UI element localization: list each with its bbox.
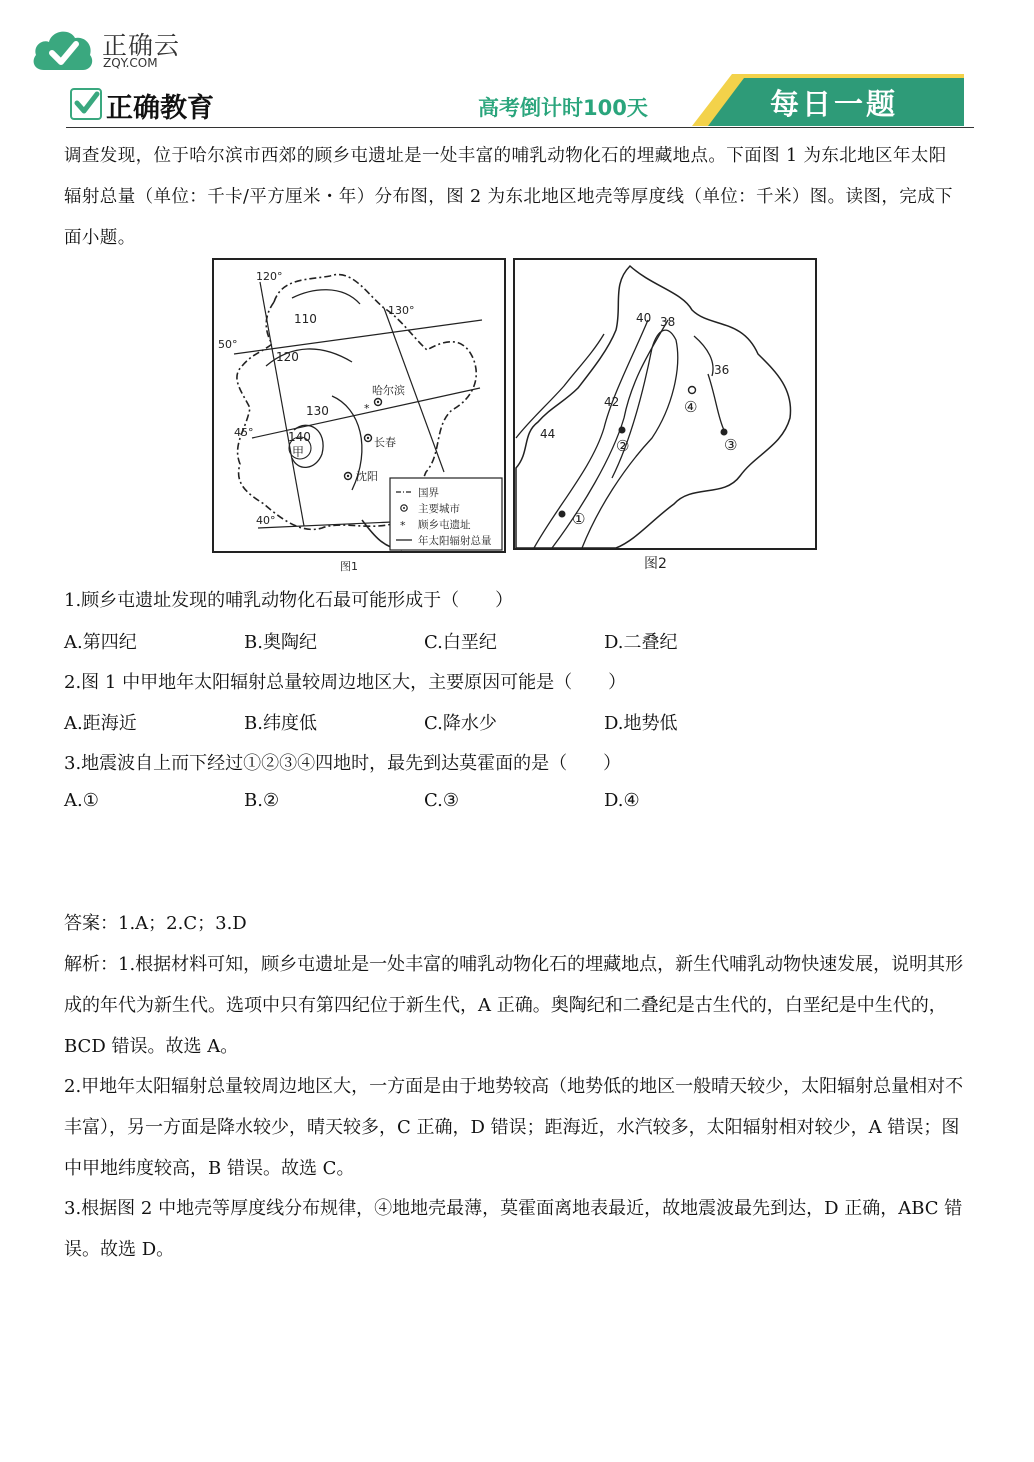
analysis-1: 解析：1.根据材料可知，顾乡屯遗址是一处丰富的哺乳动物化石的埋藏地点，新生代哺乳动物快速发展，说明其形成的年代为新生代。选项中只有第四纪位于新生代，A 正确。奥陶纪和二叠纪是古生代的，白垩纪是中生代的，BCD 错误。故选 A。 xyxy=(64,954,964,1057)
fig1-jia: 甲 xyxy=(292,445,305,459)
q2-option-c: C.降水少 xyxy=(424,713,497,734)
q1-option-c: C.白垩纪 xyxy=(424,632,497,653)
q3-option-a: A.① xyxy=(64,790,99,811)
fig1-iso140: 140 xyxy=(288,430,311,444)
question-1-stem: 1.顾乡屯遗址发现的哺乳动物化石最可能形成于（ ） xyxy=(64,590,514,611)
fig2-iso44: 44 xyxy=(540,427,556,441)
brand-name: 正确教育 xyxy=(106,93,214,124)
daily-banner xyxy=(692,74,964,126)
q2-option-b: B.纬度低 xyxy=(244,713,317,734)
legend-city: 主要城市 xyxy=(418,503,460,515)
intro-paragraph: 调查发现，位于哈尔滨市西郊的顾乡屯遗址是一处丰富的哺乳动物化石的埋藏地点。下面图 1 为东北地区年太阳辐射总量（单位：千卡/平方厘米・年）分布图，图 2 为东北地区地壳等厚度线（单位：千米）图。读图，完成下面小题。 xyxy=(64,146,953,248)
q2-option-a: A.距海近 xyxy=(64,713,137,734)
fig1-iso110: 110 xyxy=(294,312,317,326)
question-3-stem: 3.地震波自上而下经过①②③④四地时，最先到达莫霍面的是（ ） xyxy=(64,753,622,774)
fig2-iso38: 38 xyxy=(660,315,676,329)
answer-line: 答案：1.A；2.C；3.D xyxy=(64,913,247,934)
site-star-icon: * xyxy=(364,402,370,415)
fig2-iso40: 40 xyxy=(636,311,652,325)
zqy-logo xyxy=(30,22,190,78)
fig1-harbin: 哈尔滨 xyxy=(372,384,405,397)
q3-option-d: D.④ xyxy=(604,790,640,811)
fig1-iso130: 130 xyxy=(306,404,329,418)
figure1-map xyxy=(213,259,505,573)
fig1-lon120: 120° xyxy=(256,270,283,283)
analysis-3: 3.根据图 2 中地壳等厚度线分布规律，④地地壳最薄，莫霍面离地表最近，故地震波最先到达，D 正确，ABC 错误。故选 D。 xyxy=(64,1198,963,1260)
fig2-point1: ① xyxy=(572,510,586,528)
fig2-iso36: 36 xyxy=(714,363,730,377)
figure2-map xyxy=(514,259,816,572)
legend-isoline: 年太阳辐射总量 xyxy=(418,535,492,547)
fig1-iso120: 120 xyxy=(276,350,299,364)
legend-site: 顾乡屯遗址 xyxy=(418,519,471,531)
question-2-stem: 2.图 1 中甲地年太阳辐射总量较周边地区大，主要原因可能是（ ） xyxy=(64,672,627,693)
cloud-check-icon xyxy=(30,24,96,76)
fig1-shenyang: 沈阳 xyxy=(356,470,378,483)
banner-text: 每日一题 xyxy=(770,87,899,121)
header-divider xyxy=(66,127,974,128)
q2-option-d: D.地势低 xyxy=(604,713,678,734)
fig2-iso42: 42 xyxy=(604,395,620,409)
figure1-caption: 图1 xyxy=(340,560,358,573)
logo-url: ZQY.COM xyxy=(103,56,158,70)
svg-text:*: * xyxy=(400,519,406,532)
fig1-legend xyxy=(390,478,502,550)
check-box-icon xyxy=(70,88,102,120)
fig1-changchun: 长春 xyxy=(374,436,396,449)
countdown-text: 高考倒计时100天 xyxy=(478,96,648,120)
fig2-point2: ② xyxy=(616,437,630,455)
figures xyxy=(212,258,822,574)
q3-option-c: C.③ xyxy=(424,790,459,811)
figure2-caption: 图2 xyxy=(644,556,667,572)
logo-name: 正确云 xyxy=(102,31,181,60)
fig2-point4: ④ xyxy=(684,398,698,416)
q3-option-b: B.② xyxy=(244,790,280,811)
q1-option-d: D.二叠纪 xyxy=(604,632,678,653)
fig1-lat40: 40° xyxy=(256,514,276,527)
analysis-2: 2.甲地年太阳辐射总量较周边地区大，一方面是由于地势较高（地势低的地区一般晴天较少，太阳辐射总量相对不丰富），另一方面是降水较少，晴天较多，C 正确，D 错误；距海近，水汽较多，太阳辐射相对较少，A 错误；图中甲地纬度较高，B 错误。故选 C。 xyxy=(64,1076,964,1179)
fig1-lat50: 50° xyxy=(218,338,238,351)
legend-border: 国界 xyxy=(418,487,439,499)
q1-option-a: A.第四纪 xyxy=(64,632,137,653)
fig1-lat45: 45° xyxy=(234,426,254,439)
q1-option-b: B.奥陶纪 xyxy=(244,632,317,653)
fig2-point3: ③ xyxy=(724,436,738,454)
fig1-lon130: 130° xyxy=(388,304,415,317)
